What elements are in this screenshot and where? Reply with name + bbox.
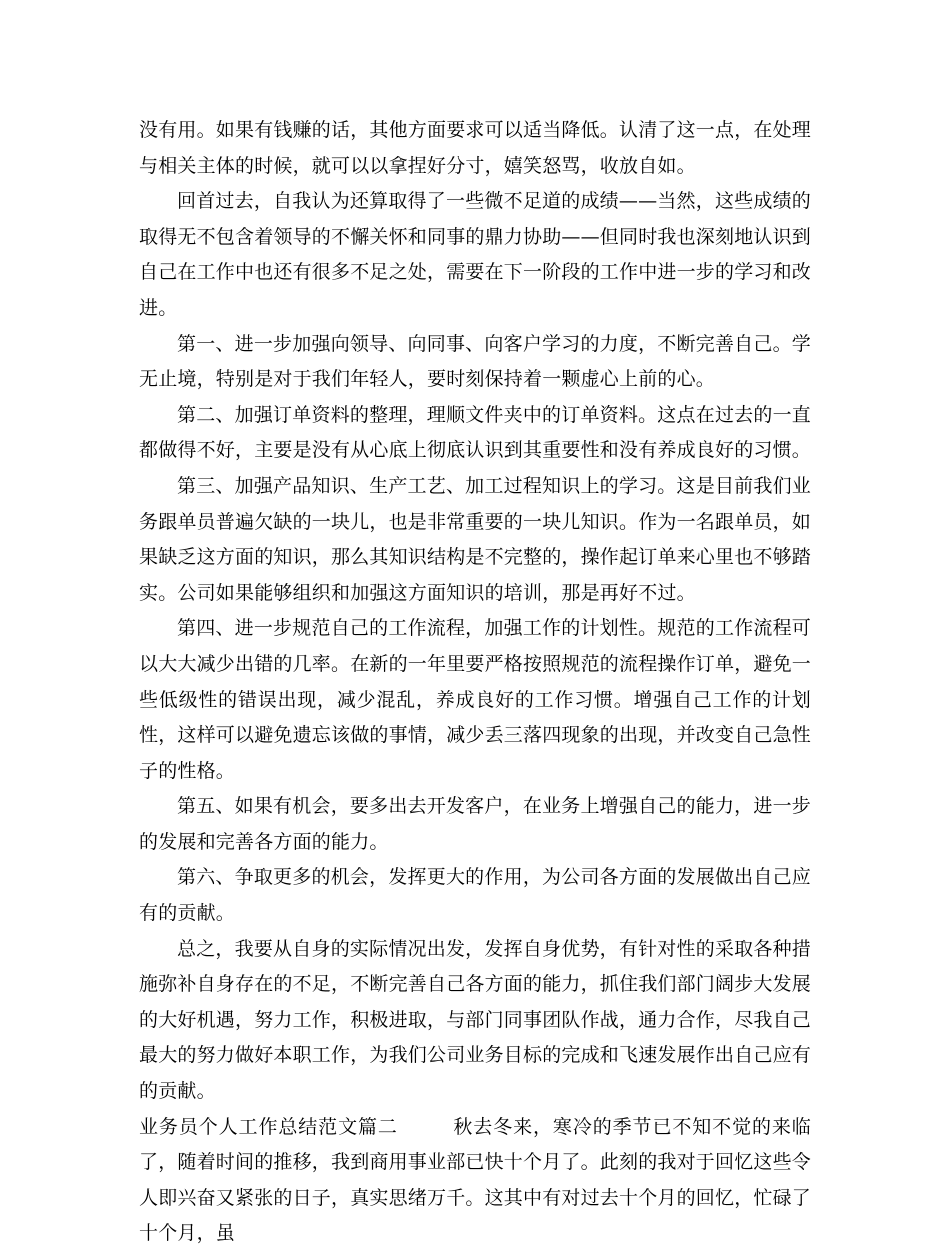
paragraph-point-3: 第三、加强产品知识、生产工艺、加工过程知识上的学习。这是目前我们业务跟单员普遍欠缺的一块儿，也是非常重要的一块儿知识。作为一名跟单员，如果缺乏这方面的知识，那么其知识结构是不完整的，操作起订单来心里也不够踏实。公司如果能够组织和加强这方面知识的培训，那是再好不过。 bbox=[139, 474, 812, 604]
section-two-paragraph bbox=[139, 1110, 811, 1252]
title-gap bbox=[398, 1116, 454, 1138]
paragraph-continued: 没有用。如果有钱赚的话，其他方面要求可以适当降低。认清了这一点，在处理与相关主体的时候，就可以以拿捏好分寸，嬉笑怒骂，收放自如。 bbox=[139, 119, 812, 177]
paragraph-review: 回首过去，自我认为还算取得了一些微不足道的成绩——当然，这些成绩的取得无不包含着领导的不懈关怀和同事的鼎力协助——但同时我也深刻地认识到自己在工作中也还有很多不足之处，需要在下一阶段的工作中进一步的学习和改进。 bbox=[139, 190, 812, 319]
paragraph-point-4: 第四、进一步规范自己的工作流程，加强工作的计划性。规范的工作流程可以大大减少出错的几率。在新的一年里要严格按照规范的流程操作订单，避免一些低级性的错误出现，减少混乱，养成良好的工作习惯。增强自己工作的计划性，这样可以避免遗忘该做的事情，减少丢三落四现象的出现，并改变自己急性子的性格。 bbox=[139, 617, 812, 782]
paragraph-point-6: 第六、争取更多的机会，发挥更大的作用，为公司各方面的发展做出自己应有的贡献。 bbox=[139, 866, 811, 925]
document-page bbox=[139, 113, 811, 1252]
section-body: 秋去冬来，寒冷的季节已不知不觉的来临了，随着时间的推移，我到商用事业部已快十个月了。此刻的我对于回忆这些令人即兴奋又紧张的日子，真实思绪万千。这其中有对过去十个月的回忆，忙碌了十个月，虽 bbox=[139, 1115, 812, 1245]
section-title: 业务员个人工作总结范文篇二 bbox=[139, 1115, 398, 1138]
paragraph-point-1: 第一、进一步加强向领导、向同事、向客户学习的力度，不断完善自己。学无止境，特别是对于我们年轻人，要时刻保持着一颗虚心上前的心。 bbox=[139, 332, 811, 391]
paragraph-conclusion: 总之，我要从自身的实际情况出发，发挥自身优势，有针对性的采取各种措施弥补自身存在的不足，不断完善自己各方面的能力，抓住我们部门阔步大发展的大好机遇，努力工作，积极进取，与部门同事团队作战，通力合作，尽我自己最大的努力做好本职工作，为我们公司业务目标的完成和飞速发展作出自己应有的贡献。 bbox=[139, 937, 812, 1103]
paragraph-point-5: 第五、如果有机会，要多出去开发客户，在业务上增强自己的能力，进一步的发展和完善各方面的能力。 bbox=[139, 795, 811, 853]
paragraph-point-2: 第二、加强订单资料的整理，理顺文件夹中的订单资料。这点在过去的一直都做得不好，主要是没有从心底上彻底认识到其重要性和没有养成良好的习惯。 bbox=[139, 403, 812, 462]
